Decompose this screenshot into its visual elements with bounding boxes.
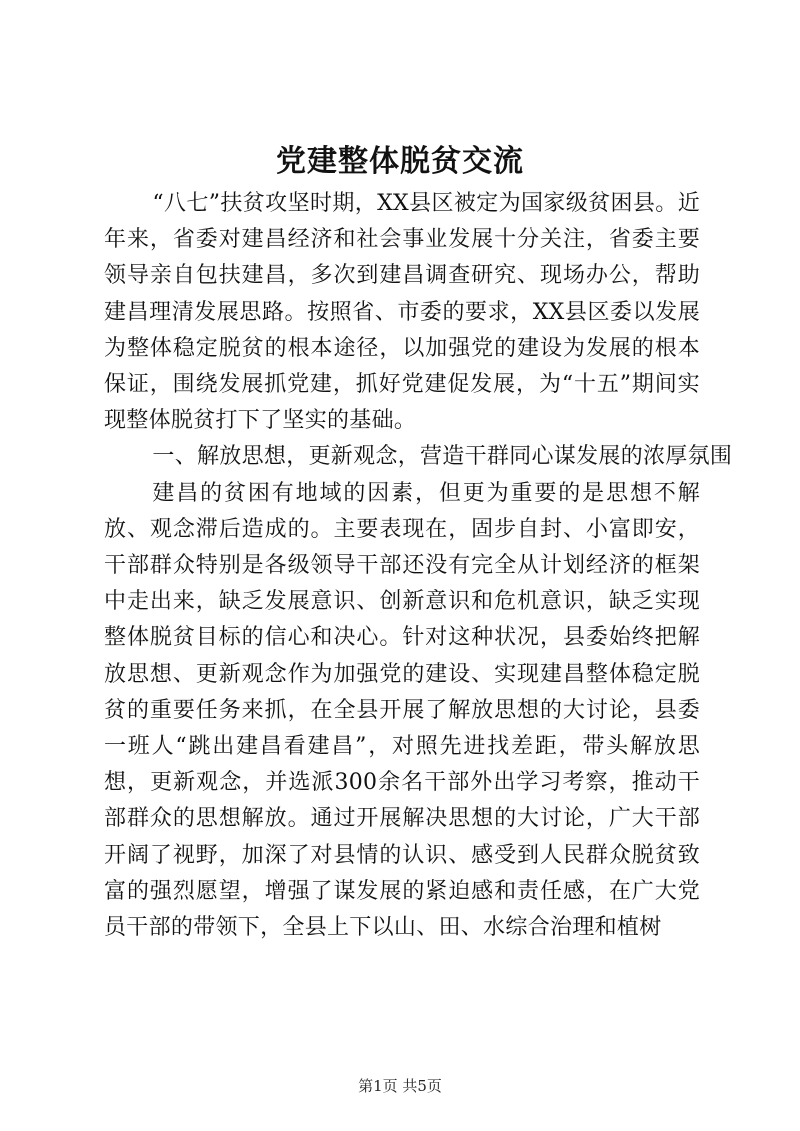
page-number-footer: 第1页 共5页 xyxy=(358,1077,442,1095)
document-body xyxy=(104,186,733,946)
section-heading-1: 一、解放思想，更新观念，营造干群同心谋发展的浓厚氛围 xyxy=(152,444,733,470)
document-title: 党建整体脱贫交流 xyxy=(276,144,524,179)
paragraph-intro: “八七”扶贫攻坚时期，XX县区被定为国家级贫困县。近年来，省委对建昌经济和社会事业发展十分关注，省委主要领导亲自包扶建昌，多次到建昌调查研究、现场办公，帮助建昌理清发展思路。按照省、市委的要求，XX县区委以发展为整体稳定脱贫的根本途径，以加强党的建设为发展的根本保证，围绕发展抓党建，抓好党建促发展，为“十五”期间实现整体脱贫打下了坚实的基础。 xyxy=(104,191,700,434)
paragraph-section-1: 建昌的贫困有地域的因素，但更为重要的是思想不解放、观念滞后造成的。主要表现在，固步自封、小富即安，干部群众特别是各级领导干部还没有完全从计划经济的框架中走出来，缺乏发展意识、创新意识和危机意识，缺乏实现整体脱贫目标的信心和决心。针对这种状况，县委始终把解放思想、更新观念作为加强党的建设、实现建昌整体稳定脱贫的重要任务来抓，在全县开展了解放思想的大讨论，县委一班人“跳出建昌看建昌”，对照先进找差距，带头解放思想，更新观念，并选派300余名干部外出学习考察，推动干部群众的思想解放。通过开展解决思想的大讨论，广大干部开阔了视野，加深了对县情的认识、感受到人民群众脱贫致富的强烈愿望，增强了谋发展的紧迫感和责任感，在广大党员干部的带领下，全县上下以山、田、水综合治理和植树 xyxy=(104,480,700,941)
